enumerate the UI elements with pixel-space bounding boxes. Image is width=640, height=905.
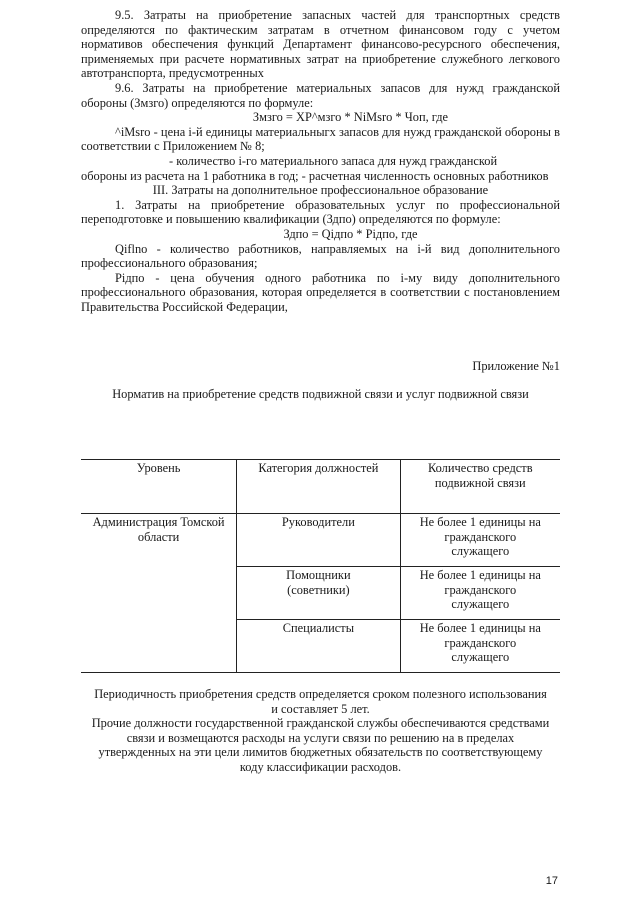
footer-line-1: Периодичность приобретения средств определяется сроком полезного использования — [94, 687, 547, 701]
category-text: Специалисты — [282, 621, 355, 635]
formula-zdpo: Здпо = Qiдпо * Piдпо, где — [283, 226, 418, 241]
page-number: 17 — [545, 875, 558, 887]
header-quantity-line1: Количество средств — [427, 461, 533, 475]
paragraph-9-6: 9.6. Затраты на приобретение материальных запасов для нужд гражданской обороны (Змзго) определяются по формуле: — [81, 80, 560, 110]
table-row — [81, 514, 560, 567]
category-text: Помощники — [286, 568, 351, 582]
level-line1: Администрация Томской — [92, 515, 225, 529]
qty-line3: служащего — [451, 650, 510, 665]
footer-line-4: связи и возмещаются расходы на услуги связи по решению на в пределах — [126, 730, 515, 745]
qty-line3: служащего — [451, 544, 510, 559]
table-header-row — [81, 460, 560, 514]
header-quantity — [400, 460, 560, 514]
definition-quantity-a: - количество i-го материального запаса для нужд гражданской — [169, 153, 498, 168]
footer-line-3: Прочие должности государственной гражданской службы обеспечиваются средствами — [91, 716, 550, 731]
footer-notes — [81, 687, 560, 775]
qty-line2: гражданского — [444, 529, 517, 544]
definition-price: ^iMsro - цена i-й единицы материальныгх запасов для нужд гражданской обороны в соответствии с Приложением № 8; — [81, 124, 560, 154]
cell-level — [81, 514, 237, 673]
norm-table — [81, 459, 560, 673]
qty-line3: служащего — [451, 597, 510, 612]
appendix-title: Норматив на приобретение средств подвижной связи и услуг подвижной связи — [112, 387, 529, 402]
appendix-label: Приложение №1 — [472, 359, 560, 374]
formula-zmzgo: Змзго = ХР^мзго * NiMsro * Чоп, где — [252, 110, 449, 125]
qty-line1: Не более 1 единицы на — [419, 515, 541, 529]
cell-quantity — [400, 567, 560, 620]
footer-line-5: утвержденных на эти цели лимитов бюджетных обязательств по соответствующему — [98, 745, 543, 760]
paragraph-9-5: 9.5. Затраты на приобретение запасных частей для транспортных средств определяются по фактическим затратам в отчетном финансовом году с учетом нормативов обеспечения функций Департамент финансово-ресурсного обеспечения, применяемых при расчете нормативных затрат на приобретение служебного легкового автотранспорта, предусмотренных — [81, 8, 560, 81]
cell-category — [237, 567, 400, 620]
section-3-title: III. Затраты на дополнительное профессиональное образование — [152, 183, 489, 198]
footer-line-6: коду классификации расходов. — [239, 759, 402, 774]
document-body — [81, 8, 560, 402]
cell-category — [237, 620, 400, 673]
cell-category — [237, 514, 400, 567]
definition-p: Piдпо - цена обучения одного работника по i-му виду дополнительного профессионального образования, которая определяется в соответствии с постановлением Правительства Российской Федерации, — [81, 270, 560, 314]
level-line2: области — [137, 529, 180, 544]
definition-q: Qiflno - количество работников, направляемых на i-й вид дополнительного профессионального образования; — [81, 241, 560, 271]
paragraph-1: 1. Затраты на приобретение образовательных услуг по профессиональной переподготовке и повышению квалификации (Здпо) определяются по формуле: — [81, 197, 560, 227]
cell-quantity — [400, 514, 560, 567]
category-text: Руководители — [281, 515, 355, 529]
cell-quantity — [400, 620, 560, 673]
header-level: Уровень — [81, 460, 237, 514]
category-text-2: (советники) — [287, 582, 350, 597]
header-quantity-line2: подвижной связи — [434, 475, 526, 490]
definition-quantity-b: обороны из расчета на 1 работника в год; - расчетная численность основных работников — [81, 168, 549, 183]
qty-line2: гражданского — [444, 582, 517, 597]
qty-line1: Не более 1 единицы на — [419, 621, 541, 635]
qty-line1: Не более 1 единицы на — [419, 568, 541, 582]
qty-line2: гражданского — [444, 635, 517, 650]
footer-line-2: и составляет 5 лет. — [271, 701, 370, 716]
header-category: Категория должностей — [237, 460, 400, 514]
spacer — [81, 314, 560, 359]
